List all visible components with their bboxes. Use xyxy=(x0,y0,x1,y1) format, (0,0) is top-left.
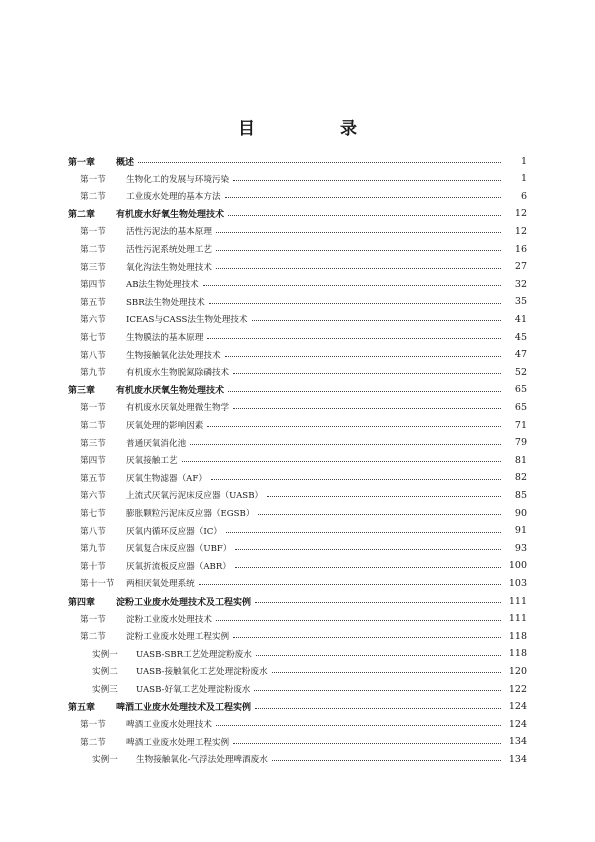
toc-entry-page: 111 xyxy=(508,595,527,607)
dot-leader xyxy=(209,303,501,304)
toc-entry-page: 100 xyxy=(508,560,527,572)
toc-entry-number: 第一节 xyxy=(80,614,106,625)
toc-entry-number: 第二节 xyxy=(80,192,106,203)
page-title: 目 录 xyxy=(238,119,391,139)
dot-leader xyxy=(255,602,501,603)
toc-entry-number: 实例一 xyxy=(92,755,118,766)
toc-entry xyxy=(80,574,527,592)
toc-entry xyxy=(68,592,527,610)
toc-entry xyxy=(80,363,527,381)
toc-entry-number: 第七节 xyxy=(80,509,106,519)
toc-entry xyxy=(68,152,527,170)
dot-leader xyxy=(226,532,501,533)
toc-entry-title: 生物接触氧化-气浮法处理啤酒废水 xyxy=(136,755,268,766)
toc-entry-number: 第三章 xyxy=(68,386,96,397)
toc-entry-page: 47 xyxy=(514,349,527,361)
dot-leader xyxy=(233,180,501,181)
dot-leader xyxy=(207,338,501,339)
toc-entry-title: 两相厌氧处理系统 xyxy=(126,579,195,590)
toc-entry-number: 第一章 xyxy=(68,157,96,168)
dot-leader xyxy=(225,197,501,198)
toc-entry xyxy=(80,486,527,504)
toc-entry-page: 118 xyxy=(508,648,527,660)
toc-entry-page: 103 xyxy=(508,577,527,589)
dot-leader xyxy=(216,268,501,269)
toc-entry xyxy=(80,240,527,258)
toc-entry-number: 实例三 xyxy=(92,685,118,695)
toc-entry-title: 概述 xyxy=(116,157,135,168)
toc-entry-page: 90 xyxy=(514,507,527,519)
toc-entry-number: 第二章 xyxy=(68,210,96,221)
toc-entry-number: 第十一节 xyxy=(80,579,115,590)
toc-entry-title: 啤酒工业废水处理技术及工程实例 xyxy=(116,703,252,714)
dot-leader xyxy=(182,461,501,462)
toc-entry-title: UASB-SBR工艺处理淀粉废水 xyxy=(136,649,252,660)
toc-entry-title: 活性污泥系统处理工艺 xyxy=(126,245,212,255)
toc-entry-page: 1 xyxy=(520,173,527,185)
dot-leader xyxy=(233,373,501,374)
toc-entry-page: 82 xyxy=(514,472,527,484)
toc-entry-title: 有机废水生物脱氮除磷技术 xyxy=(126,368,230,379)
toc-entry-page: 91 xyxy=(514,525,527,537)
toc-entry-number: 第八节 xyxy=(80,350,106,361)
toc-entry xyxy=(80,258,527,276)
toc-entry-title: 啤酒工业废水处理技术 xyxy=(126,720,212,731)
toc-entry-number: 第八节 xyxy=(80,526,106,537)
toc-entry xyxy=(80,451,527,469)
toc-entry-page: 1 xyxy=(520,155,527,167)
toc-entry-title: 啤酒工业废水处理工程实例 xyxy=(126,737,230,748)
dot-leader xyxy=(216,232,501,233)
toc-entry-number: 第一节 xyxy=(80,403,106,414)
toc-entry-title: SBR法生物处理技术 xyxy=(126,297,205,308)
toc-entry xyxy=(80,170,527,188)
dot-leader xyxy=(228,391,501,392)
toc-entry-page: 79 xyxy=(514,437,527,449)
toc-entry xyxy=(92,750,527,768)
dot-leader xyxy=(272,672,501,673)
dot-leader xyxy=(254,690,501,691)
toc-entry xyxy=(80,398,527,416)
toc-entry-page: 124 xyxy=(508,718,527,730)
toc-entry xyxy=(80,627,527,645)
toc-entry-title: 淀粉工业废水处理技术 xyxy=(126,614,212,625)
toc-entry-number: 第二节 xyxy=(80,245,106,255)
toc-entry-page: 65 xyxy=(514,401,527,413)
dot-leader xyxy=(216,620,501,621)
toc-entry-page: 27 xyxy=(514,261,527,273)
toc-entry-title: ICEAS与CASS法生物处理技术 xyxy=(126,315,248,326)
toc-entry-page: 52 xyxy=(514,366,527,378)
toc-entry-number: 第四章 xyxy=(68,597,96,608)
toc-entry-title: 上流式厌氧污泥床反应器（UASB） xyxy=(126,491,264,502)
toc-entry xyxy=(80,504,527,522)
toc-entry-number: 第一节 xyxy=(80,174,106,185)
toc-entry-number: 第一节 xyxy=(80,227,106,238)
toc-entry-title: UASB-好氧工艺处理淀粉废水 xyxy=(136,685,251,695)
toc-entry xyxy=(92,645,527,663)
toc-entry xyxy=(80,610,527,628)
toc-entry xyxy=(80,469,527,487)
toc-entry-title: 有机废水厌氧生物处理技术 xyxy=(116,386,225,397)
dot-leader xyxy=(228,215,501,216)
toc-entry-page: 16 xyxy=(514,243,527,255)
toc-entry-number: 第四节 xyxy=(80,280,106,291)
toc-entry-title: 厌氧复合床反应器（UBF） xyxy=(126,544,232,555)
toc-entry-page: 93 xyxy=(514,542,527,554)
toc-entry-title: 厌氧接触工艺 xyxy=(126,456,178,467)
toc-entry-number: 第四节 xyxy=(80,456,106,467)
toc-entry-page: 81 xyxy=(514,454,527,466)
toc-entry xyxy=(68,698,527,716)
toc-entry-page: 6 xyxy=(520,190,527,202)
toc-entry-title: 有机废水厌氧处理微生物学 xyxy=(126,403,230,414)
toc-entry-title: 淀粉工业废水处理工程实例 xyxy=(126,632,230,643)
toc-entry-title: 活性污泥法的基本原理 xyxy=(126,227,212,238)
toc-entry xyxy=(80,522,527,540)
toc-entry-number: 第十节 xyxy=(80,561,106,572)
dot-leader xyxy=(225,356,501,357)
toc-entry-number: 第五节 xyxy=(80,473,106,484)
dot-leader xyxy=(258,514,501,515)
toc-entry xyxy=(68,381,527,399)
dot-leader xyxy=(233,408,501,409)
toc-entry xyxy=(80,434,527,452)
toc-entry-page: 71 xyxy=(514,419,527,431)
toc-entry xyxy=(80,733,527,751)
toc-entry xyxy=(92,662,527,680)
toc-entry xyxy=(68,205,527,223)
toc-entry-number: 第二节 xyxy=(80,737,106,748)
toc-entry-title: 厌氧处理的影响因素 xyxy=(126,421,204,431)
toc-entry xyxy=(80,275,527,293)
toc-entry xyxy=(80,293,527,311)
dot-leader xyxy=(190,444,501,445)
toc-entry-title: AB法生物处理技术 xyxy=(126,280,199,291)
toc-entry xyxy=(80,310,527,328)
toc-entry-page: 12 xyxy=(514,208,527,220)
toc-entry-page: 45 xyxy=(514,331,527,343)
dot-leader xyxy=(255,708,501,709)
toc-entry-page: 65 xyxy=(514,384,527,396)
toc-entry-title: 有机废水好氧生物处理技术 xyxy=(116,210,225,221)
toc-entry-number: 第三节 xyxy=(80,438,106,449)
toc-entry-page: 111 xyxy=(508,613,527,625)
dot-leader xyxy=(235,567,501,568)
toc-entry-number: 实例一 xyxy=(92,649,118,660)
toc-entry-number: 第二节 xyxy=(80,632,106,643)
dot-leader xyxy=(272,760,501,761)
toc-entry-page: 41 xyxy=(514,313,527,325)
toc-entry-page: 35 xyxy=(514,296,527,308)
toc-entry-title: 淀粉工业废水处理技术及工程实例 xyxy=(116,597,252,608)
toc-entry-title: 工业废水处理的基本方法 xyxy=(126,192,221,203)
toc-entry-title: 生物膜法的基本原理 xyxy=(126,333,204,343)
toc-entry-title: 氧化沟法生物处理技术 xyxy=(126,262,212,273)
toc-entry xyxy=(80,715,527,733)
toc-entry-title: 生物化工的发展与环境污染 xyxy=(126,174,230,185)
toc-entry-page: 12 xyxy=(514,225,527,237)
dot-leader xyxy=(233,637,501,638)
dot-leader xyxy=(216,250,501,251)
toc-entry-page: 32 xyxy=(514,278,527,290)
toc-entry-number: 第九节 xyxy=(80,368,106,379)
dot-leader xyxy=(256,655,501,656)
toc-entry xyxy=(80,539,527,557)
toc-entry-number: 实例二 xyxy=(92,667,118,678)
toc-entry-number: 第五章 xyxy=(68,703,96,714)
dot-leader xyxy=(233,743,501,744)
toc-entry-page: 122 xyxy=(508,683,527,695)
dot-leader xyxy=(267,496,501,497)
toc-entry-number: 第五节 xyxy=(80,297,106,308)
toc-entry-number: 第七节 xyxy=(80,333,106,343)
toc-entry-page: 85 xyxy=(514,489,527,501)
toc-entry-number: 第六节 xyxy=(80,491,106,502)
dot-leader xyxy=(252,320,502,321)
toc-entry xyxy=(80,346,527,364)
toc-entry xyxy=(80,557,527,575)
toc-entry-number: 第九节 xyxy=(80,544,106,555)
dot-leader xyxy=(138,162,501,163)
toc-entry-number: 第三节 xyxy=(80,262,106,273)
toc-entry-title: 厌氧内循环反应器（IC） xyxy=(126,526,222,537)
toc-entry-title: 厌氧折流板反应器（ABR） xyxy=(126,561,231,572)
toc-entry-page: 134 xyxy=(508,753,527,765)
dot-leader xyxy=(199,584,501,585)
toc-entry-title: 厌氧生物滤器（AF） xyxy=(126,473,207,484)
toc-entry xyxy=(92,680,527,698)
dot-leader xyxy=(235,549,501,550)
toc-entry-page: 124 xyxy=(508,701,527,713)
toc-entry-number: 第一节 xyxy=(80,720,106,731)
dot-leader xyxy=(203,285,501,286)
toc-entry-number: 第六节 xyxy=(80,315,106,326)
toc-entry-page: 118 xyxy=(508,630,527,642)
toc-entry-title: 普通厌氧消化池 xyxy=(126,438,187,449)
toc-entry-page: 120 xyxy=(508,665,527,677)
dot-leader xyxy=(207,426,501,427)
dot-leader xyxy=(211,479,501,480)
toc-entry-title: UASB-接触氧化工艺处理淀粉废水 xyxy=(136,667,268,678)
toc-entry-title: 膨胀颗粒污泥床反应器（EGSB） xyxy=(126,509,255,519)
toc-entry-number: 第二节 xyxy=(80,421,106,431)
toc-entry-title: 生物接触氧化法处理技术 xyxy=(126,350,221,361)
dot-leader xyxy=(216,725,501,726)
toc-entry xyxy=(80,328,527,346)
toc-entry xyxy=(80,222,527,240)
toc-entry-page: 134 xyxy=(508,736,527,748)
toc-entry xyxy=(80,416,527,434)
toc-entry xyxy=(80,187,527,205)
